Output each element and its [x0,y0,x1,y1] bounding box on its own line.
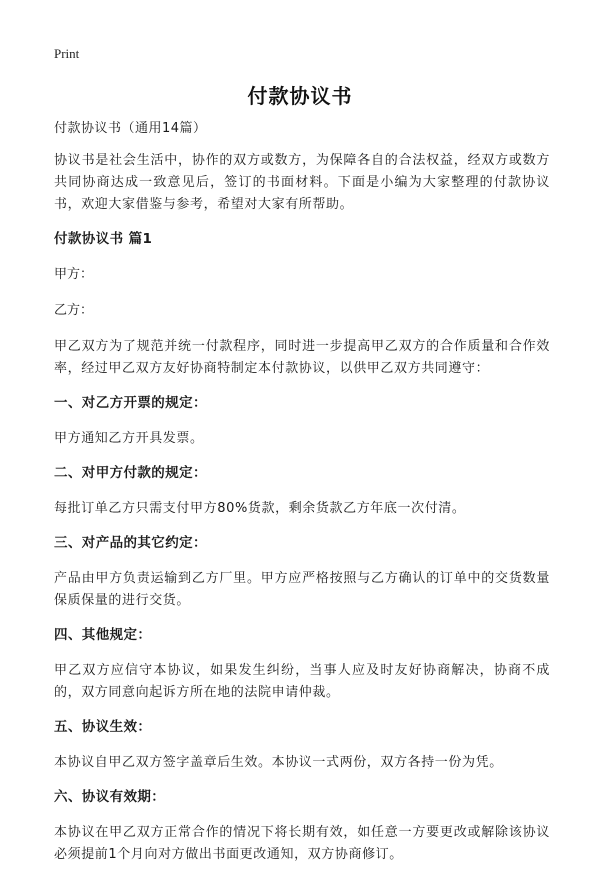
clause-body: 甲乙双方应信守本协议，如果发生纠纷，当事人应及时友好协商解决，协商不成的，双方同意向起诉方所在地的法院申请仲裁。 [54,663,550,700]
clause-heading: 五、协议生效： [54,719,152,735]
clause-body: 每批订单乙方只需支付甲方80%货款，剩余货款乙方年底一次付清。 [54,501,466,516]
page-title: 付款协议书 [247,84,353,108]
document-body [54,120,550,878]
party-b-label: 乙方： [54,303,94,318]
print-link[interactable]: Print [54,46,80,61]
clause-heading: 二、对甲方付款的规定： [54,465,207,481]
clause-heading: 一、对乙方开票的规定： [54,395,207,411]
section-title: 付款协议书 篇1 [54,231,153,247]
document-subtitle: 付款协议书（通用14篇） [54,121,207,136]
intro-paragraph: 协议书是社会生活中，协作的双方或数方，为保障各自的合法权益，经双方或数方共同协商达成一致意见后，签订的书面材料。下面是小编为大家整理的付款协议书，欢迎大家借鉴与参考，希望对大家有所帮助。 [54,153,550,212]
clause-heading: 六、协议有效期： [54,789,166,805]
party-a-label: 甲方： [54,267,94,282]
clause-heading: 三、对产品的其它约定： [54,535,207,551]
clause-body: 产品由甲方负责运输到乙方厂里。甲方应严格按照与乙方确认的订单中的交货数量保质保量的进行交货。 [54,571,550,608]
clause-body: 本协议在甲乙双方正常合作的情况下将长期有效，如任意一方要更改或解除该协议必须提前1个月向对方做出书面更改通知，双方协商修订。 [54,825,550,862]
clause-body: 甲方通知乙方开具发票。 [54,431,204,446]
purpose-paragraph: 甲乙双方为了规范并统一付款程序，同时进一步提高甲乙双方的合作质量和合作效率，经过甲乙双方友好协商特制定本付款协议，以供甲乙双方共同遵守： [54,339,550,376]
clause-heading: 四、其他规定： [54,627,152,643]
clause-body: 本协议自甲乙双方签字盖章后生效。本协议一式两份，双方各持一份为凭。 [54,755,503,770]
